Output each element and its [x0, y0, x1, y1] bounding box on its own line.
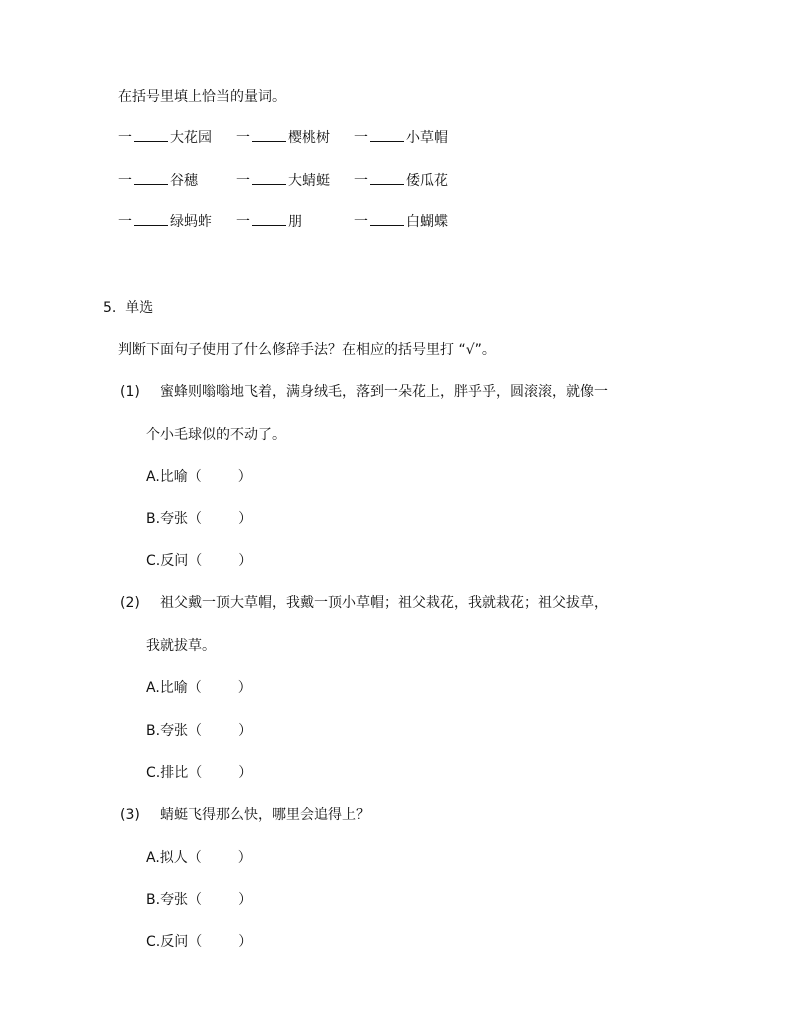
item-word: 朋	[288, 214, 302, 230]
option-label: 夸张（	[160, 723, 203, 739]
fill-instruction: 在括号里填上恰当的量词。	[118, 89, 286, 105]
prefix-label: 一	[118, 173, 132, 189]
prefix-label: 一	[236, 173, 250, 189]
blank-line[interactable]	[370, 213, 404, 226]
subquestion-text: 蜜蜂则嗡嗡地飞着，满身绒毛，落到一朵花上，胖乎乎，圆滚滚，就像一	[160, 384, 608, 400]
option-close: ）	[238, 934, 253, 950]
fill-item	[354, 172, 448, 190]
item-word: 小草帽	[406, 130, 448, 146]
prefix-label: 一	[236, 214, 250, 230]
subquestion-number: (1)	[120, 384, 140, 400]
option-label: 反问（	[160, 934, 203, 950]
option-label: 比喻（	[159, 680, 202, 696]
item-word: 绿蚂蚱	[170, 214, 212, 230]
prefix-label: 一	[236, 130, 250, 146]
fill-item	[118, 213, 212, 231]
question-header	[103, 299, 153, 317]
blank-line[interactable]	[134, 129, 168, 142]
subquestion-number: (3)	[120, 807, 140, 823]
item-word: 大蜻蜓	[288, 173, 330, 189]
fill-item	[354, 129, 448, 147]
fill-item	[236, 213, 302, 231]
subquestion-number: (2)	[120, 595, 140, 611]
option-label: 排比（	[160, 765, 203, 781]
blank-line[interactable]	[252, 129, 286, 142]
option-letter: C.	[146, 765, 161, 781]
blank-line[interactable]	[370, 129, 404, 142]
fill-item	[354, 213, 448, 231]
question-number: 5.	[103, 300, 117, 316]
fill-item	[118, 129, 212, 147]
subquestion-text-cont: 我就拔草。	[146, 638, 216, 654]
option-letter: C.	[146, 934, 161, 950]
option-letter: A.	[146, 680, 160, 696]
option-close: ）	[237, 850, 252, 866]
prefix-label: 一	[354, 173, 368, 189]
option-c[interactable]	[146, 764, 252, 782]
option-b[interactable]	[146, 510, 252, 528]
option-close: ）	[237, 469, 252, 485]
option-label: 比喻（	[159, 469, 202, 485]
option-letter: A.	[146, 850, 160, 866]
option-a[interactable]	[146, 679, 252, 697]
option-a[interactable]	[146, 849, 252, 867]
option-letter: C.	[146, 553, 161, 569]
blank-line[interactable]	[252, 213, 286, 226]
option-close: ）	[237, 680, 252, 696]
option-a[interactable]	[146, 468, 252, 486]
prefix-label: 一	[354, 214, 368, 230]
option-close: ）	[238, 765, 253, 781]
blank-line[interactable]	[370, 172, 404, 185]
option-letter: B.	[146, 723, 161, 739]
prefix-label: 一	[354, 130, 368, 146]
option-label: 反问（	[160, 553, 203, 569]
option-letter: B.	[146, 892, 161, 908]
option-letter: A.	[146, 469, 160, 485]
option-b[interactable]	[146, 722, 252, 740]
item-word: 樱桃树	[288, 130, 330, 146]
option-b[interactable]	[146, 891, 252, 909]
question-instruction: 判断下面句子使用了什么修辞手法？在相应的括号里打 “√”。	[118, 342, 496, 358]
option-close: ）	[238, 892, 253, 908]
item-word: 谷穗	[170, 173, 198, 189]
fill-item	[236, 172, 330, 190]
subquestion-text: 蜻蜓飞得那么快，哪里会追得上？	[160, 807, 370, 823]
fill-item	[118, 172, 198, 190]
option-c[interactable]	[146, 552, 252, 570]
question-type: 单选	[125, 300, 154, 316]
fill-item	[236, 129, 330, 147]
blank-line[interactable]	[252, 172, 286, 185]
option-letter: B.	[146, 511, 161, 527]
option-close: ）	[238, 723, 253, 739]
item-word: 白蝴蝶	[406, 214, 448, 230]
option-close: ）	[238, 553, 253, 569]
blank-line[interactable]	[134, 213, 168, 226]
subquestion-text: 祖父戴一顶大草帽，我戴一顶小草帽；祖父栽花，我就栽花；祖父拔草，	[160, 595, 608, 611]
blank-line[interactable]	[134, 172, 168, 185]
prefix-label: 一	[118, 130, 132, 146]
item-word: 倭瓜花	[406, 173, 448, 189]
option-label: 拟人（	[159, 850, 202, 866]
subquestion-text-cont: 个小毛球似的不动了。	[146, 427, 286, 443]
option-label: 夸张（	[160, 511, 203, 527]
option-c[interactable]	[146, 933, 252, 951]
prefix-label: 一	[118, 214, 132, 230]
option-label: 夸张（	[160, 892, 203, 908]
option-close: ）	[238, 511, 253, 527]
item-word: 大花园	[170, 130, 212, 146]
